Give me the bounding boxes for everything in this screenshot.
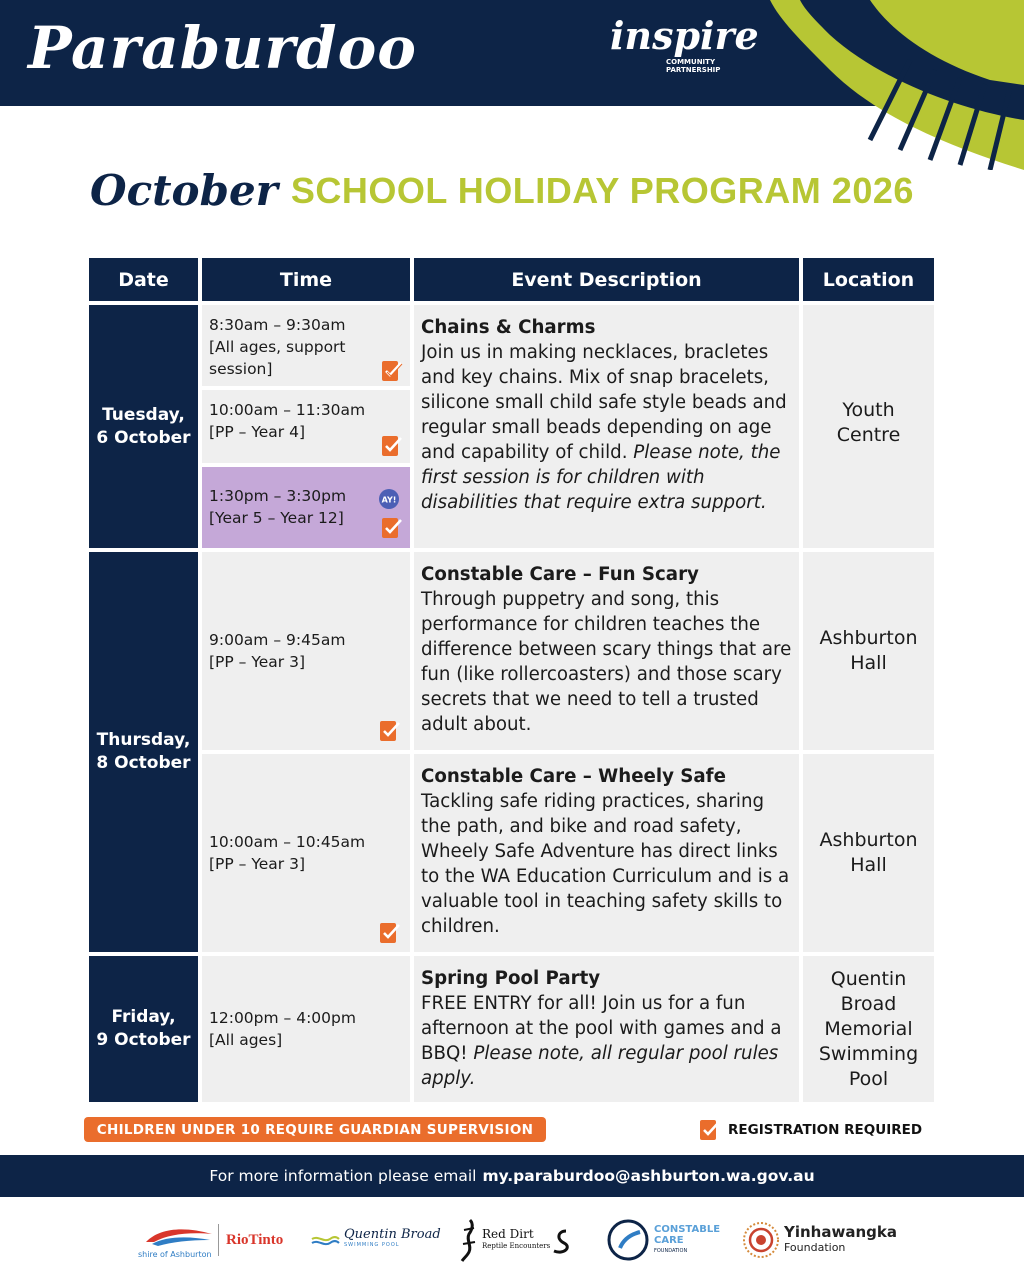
ashburton-text: shire of Ashburton bbox=[138, 1250, 212, 1259]
registration-icon bbox=[378, 719, 402, 743]
session-time: 8:30am – 9:30am bbox=[209, 316, 346, 334]
aye-badge-text: AY! bbox=[381, 495, 397, 505]
location-tuesday: Youth Centre bbox=[803, 305, 934, 548]
event-body: Tackling safe riding practices, sharing the path, and bike and road safety, Wheely Safe Adventure has direct links to the WA Education Curriculum and is a valuable tool in teaching safety skills to children. bbox=[421, 791, 790, 937]
supervision-note: CHILDREN UNDER 10 REQUIRE GUARDIAN SUPERVISION bbox=[84, 1117, 546, 1142]
session-time: 1:30pm – 3:30pm bbox=[209, 487, 347, 505]
quentin-sub-text: SWIMMING POOL bbox=[344, 1242, 400, 1248]
inspire-word: inspire bbox=[610, 13, 759, 58]
date-thursday: Thursday, 8 October bbox=[89, 552, 198, 952]
program-title bbox=[90, 166, 990, 226]
event-title: Spring Pool Party bbox=[421, 968, 601, 989]
session-group: [All ages] bbox=[209, 1031, 283, 1049]
wave-icon bbox=[144, 1224, 214, 1246]
session-group: [All ages, support session] bbox=[209, 338, 346, 378]
registration-icon bbox=[380, 359, 404, 383]
red-dirt-logo bbox=[458, 1210, 574, 1270]
session-time: 12:00pm – 4:00pm bbox=[209, 1009, 356, 1027]
registration-legend bbox=[698, 1117, 922, 1143]
session-group: [PP – Year 4] bbox=[209, 423, 305, 441]
aye-badge-icon bbox=[378, 488, 400, 510]
event-title: Constable Care – Fun Scary bbox=[421, 564, 699, 585]
session-group: [PP – Year 3] bbox=[209, 855, 305, 873]
constable-care-logo bbox=[606, 1210, 720, 1270]
registration-icon bbox=[380, 516, 404, 540]
header-event: Event Description bbox=[414, 258, 799, 301]
quentin-broad-logo bbox=[310, 1210, 441, 1270]
yinhawangka-text: Yinhawangka bbox=[784, 1223, 897, 1241]
registration-icon bbox=[698, 1118, 722, 1142]
quentin-text: Quentin Broad bbox=[344, 1227, 441, 1242]
session-time: 9:00am – 9:45am bbox=[209, 631, 346, 649]
event-title: Constable Care – Wheely Safe bbox=[421, 766, 726, 787]
event-wheely-safe bbox=[414, 754, 799, 952]
event-body: FREE ENTRY for all! Join us for a fun afternoon at the pool with games and a BBQ! bbox=[421, 993, 782, 1064]
inspire-sub-1: COMMUNITY bbox=[666, 58, 716, 66]
inspire-logo bbox=[610, 13, 759, 74]
pool-wave-icon bbox=[310, 1233, 340, 1247]
title-main: SCHOOL HOLIDAY PROGRAM 2026 bbox=[290, 169, 914, 211]
contact-email-link[interactable]: my.paraburdoo@ashburton.wa.gov.au bbox=[482, 1167, 815, 1185]
event-note: Please note, the first session is for children with disabilities that require extra support. bbox=[421, 442, 781, 513]
session-group: [PP – Year 3] bbox=[209, 653, 305, 671]
yinhawangka-logo bbox=[742, 1210, 897, 1270]
session-time: 10:00am – 10:45am bbox=[209, 833, 366, 851]
event-fun-scary bbox=[414, 552, 799, 750]
snake-icon bbox=[550, 1225, 574, 1255]
logo-divider bbox=[218, 1224, 219, 1256]
registration-icon bbox=[378, 921, 402, 945]
riotinto-logo bbox=[226, 1210, 283, 1270]
footer-bar bbox=[0, 1155, 1024, 1197]
constable-text-1: CONSTABLE bbox=[654, 1223, 721, 1235]
title-month: October bbox=[90, 166, 278, 215]
lizard-icon bbox=[458, 1218, 480, 1262]
date-friday: Friday, 9 October bbox=[89, 956, 198, 1102]
reddirt-text: Red Dirt bbox=[482, 1227, 534, 1241]
yinhawangka-sub-text: Foundation bbox=[784, 1241, 846, 1254]
registration-icon bbox=[380, 434, 404, 458]
header-date: Date bbox=[89, 258, 198, 301]
session-fri bbox=[202, 956, 410, 1102]
constable-sub-text: FOUNDATION bbox=[654, 1247, 688, 1254]
dot-art-icon bbox=[742, 1221, 780, 1259]
shire-ashburton-logo bbox=[138, 1210, 220, 1270]
constable-care-icon bbox=[606, 1218, 650, 1262]
footer-prefix: For more information please email bbox=[209, 1167, 477, 1185]
date-tuesday: Tuesday, 6 October bbox=[89, 305, 198, 548]
location-friday: Quentin Broad Memorial Swimming Pool bbox=[803, 956, 934, 1102]
sponsor-logos bbox=[0, 1210, 1024, 1270]
brand-title: Paraburdoo bbox=[28, 14, 417, 82]
event-note: Please note, all regular pool rules apply. bbox=[421, 1043, 779, 1089]
event-body: Join us in making necklaces, bracletes and key chains. Mix of snap bracelets, silicone small child safe style beads and regular small beads depending on age and capability of child. bbox=[421, 342, 787, 463]
inspire-sub-2: PARTNERSHIP bbox=[666, 66, 721, 74]
session-tue-2 bbox=[202, 390, 410, 463]
swoosh-graphic bbox=[760, 0, 1024, 170]
constable-text-2: CARE bbox=[654, 1234, 684, 1246]
event-body: Through puppetry and song, this performance for children teaches the difference between scary things that are fun (like rollercoasters) and those scary secrets that we need to tell a trusted adult about. bbox=[421, 589, 792, 735]
reddirt-sub-text: Reptile Encounters bbox=[482, 1242, 551, 1250]
location-thu-1: Ashburton Hall bbox=[803, 552, 934, 750]
event-title: Chains & Charms bbox=[421, 317, 596, 338]
session-tue-1 bbox=[202, 305, 410, 386]
header-time: Time bbox=[202, 258, 410, 301]
session-group: [Year 5 – Year 12] bbox=[209, 509, 344, 527]
location-thu-2: Ashburton Hall bbox=[803, 754, 934, 952]
riotinto-text: RioTinto bbox=[226, 1231, 284, 1248]
event-chains-charms bbox=[414, 305, 799, 548]
registration-legend-text: REGISTRATION REQUIRED bbox=[728, 1122, 923, 1138]
session-time: 10:00am – 11:30am bbox=[209, 401, 366, 419]
header-location: Location bbox=[803, 258, 934, 301]
event-pool-party bbox=[414, 956, 799, 1102]
